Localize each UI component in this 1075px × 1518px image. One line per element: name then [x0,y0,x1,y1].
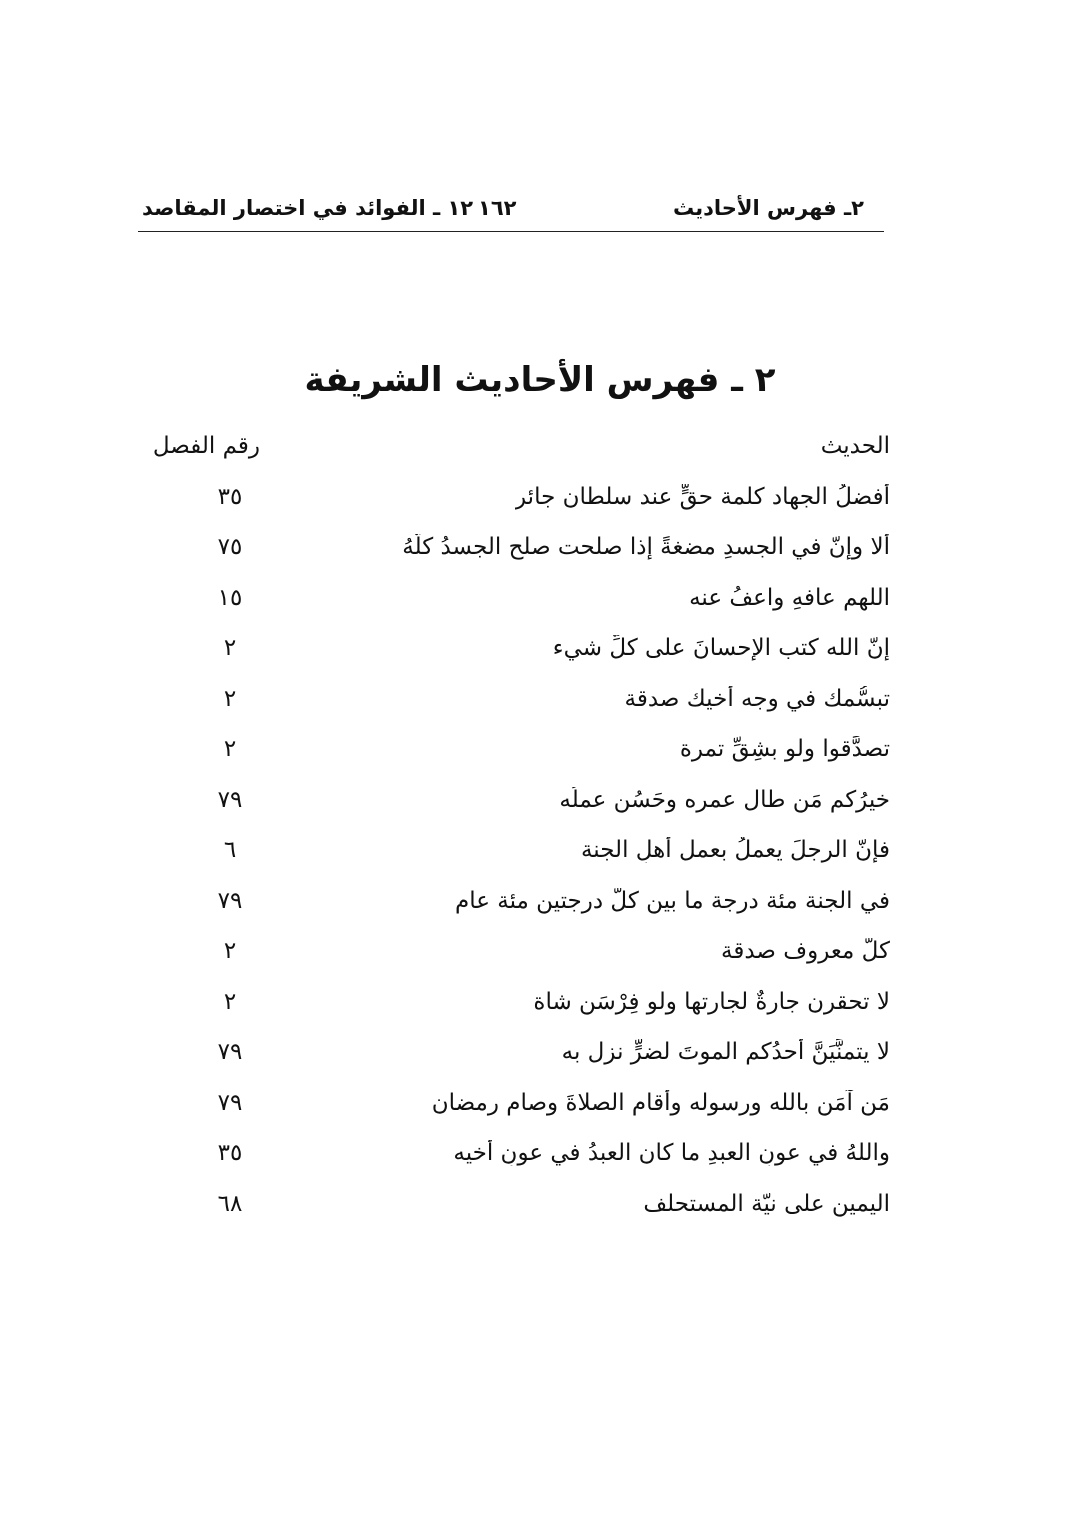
table-header-row [130,425,890,476]
hadith-text: في الجنة مئة درجة ما بين كلّ درجتين مئة عام [454,887,890,914]
table-row [130,476,890,527]
chapter-number: ٣٥ [217,1140,243,1166]
table-row [130,829,890,880]
hadith-text: لا يتمنَّيَنَّ أحدُكم الموتَ لضرٍّ نزل به [561,1039,890,1065]
hadith-text: فإنّ الرجلَ يعملُ بعمل أهلِ الجنة [580,837,890,863]
table-row [130,930,890,981]
running-header-section: ٢ـ فهرس الأحاديث [672,196,864,220]
table-row [130,1183,890,1234]
hadith-text: واللهُ في عونِ العبدِ ما كان العبدُ في عونِ أخيه [453,1140,890,1166]
table-row [130,880,890,931]
table-row [130,1082,890,1133]
table-row [130,779,890,830]
chapter-number: ١٥ [217,584,243,611]
chapter-number: ٧٩ [217,786,243,813]
table-row [130,678,890,729]
running-header [138,186,884,230]
chapter-number: ٢ [223,635,237,661]
chapter-number: ٣٥ [217,483,243,510]
header-rule [138,231,884,232]
table-row [130,981,890,1032]
table-row [130,1132,890,1183]
hadith-text: اليمين على نيّة المستحلف [643,1190,890,1217]
chapter-number: ٦٨ [217,1190,243,1217]
chapter-number: ٢ [223,685,237,712]
table-row [130,728,890,779]
running-header-book-title: ١٢ ـ الفوائد في اختصار المقاصد [142,196,474,220]
chapter-number: ٧٥ [217,534,243,560]
table-row [130,526,890,577]
table-row [130,1031,890,1082]
hadith-text: لا تحقرن جارةٌ لجارتها ولو فِرْسَن شاة [533,988,890,1015]
hadith-text: مَن آمَن بالله ورسوله وأقام الصلاةَ وصام رمضان [431,1089,890,1116]
hadith-text: اللهم عافهِ واعفُ عنه [689,584,890,611]
hadith-text: كلُّ معروف صدقة [721,938,890,964]
table-row [130,577,890,628]
hadith-text: خيرُكم مَن طال عمره وحَسُن عملُه [559,786,890,813]
column-header-chapter: رقم الفصل [152,433,260,459]
page-title: ٢ ـ فهرس الأحاديث الشريفة [304,360,776,400]
column-header-hadith: الحديث [820,433,890,459]
chapter-number: ٦ [223,837,237,863]
hadith-text: تصدَّقوا ولو بشِقِّ تمرة [679,736,890,762]
page-number: ١٦٢ [478,196,517,220]
hadith-text: إنّ الله كتب الإحسانَ على كلِّ شيء [552,635,890,661]
chapter-number: ٢ [223,736,237,762]
chapter-number: ٧٩ [217,1039,243,1065]
chapter-number: ٧٩ [217,1089,243,1116]
hadith-text: ألا وإنّ في الجسدِ مضغةً إذا صلحت صلح الجسدُ كلُّهُ [402,534,890,560]
table-row [130,627,890,678]
hadith-text: تبسُّمك في وجه أخيك صدقة [624,685,890,712]
hadith-index-table [130,425,890,1233]
chapter-number: ٢ [223,938,237,964]
hadith-text: أفضلُ الجهاد كلمة حقٍّ عند سلطان جائر [514,483,890,510]
chapter-number: ٧٩ [217,887,243,914]
chapter-number: ٢ [223,988,237,1015]
